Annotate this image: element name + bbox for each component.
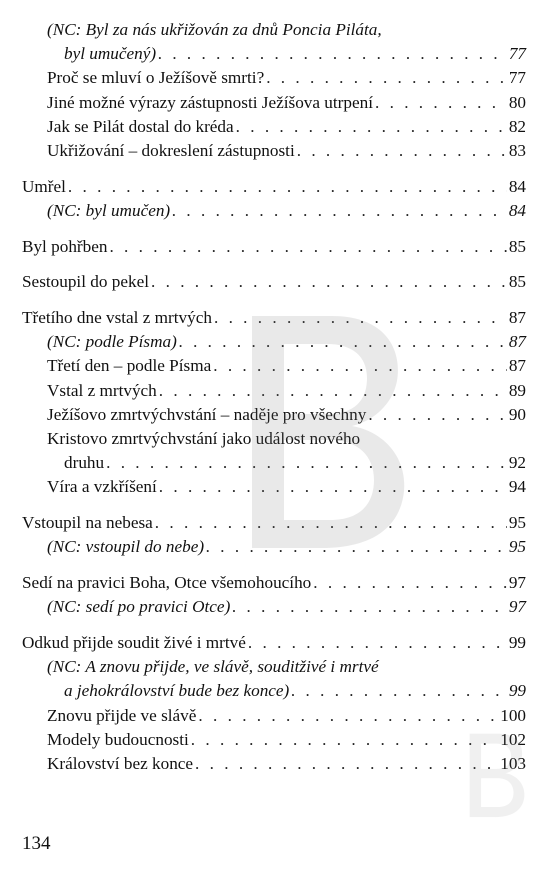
toc-entry-title: (NC: vstoupil do nebe) [47,537,205,557]
toc-dot-leader [313,571,507,595]
toc-page-number: 102 [500,729,526,749]
toc-entry-title: druhu [64,453,105,473]
toc-dot-leader [151,270,507,294]
toc-dot-leader [179,330,507,354]
toc-chapter-entry [22,511,526,535]
toc-dot-leader [236,115,507,139]
toc-entry-line [47,451,526,475]
toc-entry-line [47,18,526,42]
toc-page-number: 77 [508,44,526,64]
toc-entry-line [47,66,526,90]
toc-subentry [22,330,526,354]
toc-entry-title: Jak se Pilát dostal do kréda [47,116,234,136]
toc-page-number: 99 [508,681,526,701]
toc-entry-line [47,330,526,354]
toc-entry-title: Vstoupil na nebesa [22,513,153,533]
toc-entry-line [47,535,526,559]
toc-dot-leader [266,66,507,90]
toc-entry-line [47,655,526,679]
toc-entry-line [22,511,526,535]
toc-subentry [22,139,526,163]
toc-entry-line [47,115,526,139]
toc-page-number: 84 [508,176,526,196]
toc-dot-leader [158,42,507,66]
toc-subentry [22,379,526,403]
toc-page-number: 83 [508,141,526,161]
toc-page-number: 77 [508,68,526,88]
toc-entry-title: (NC: podle Písma) [47,332,177,352]
toc-entry-title: Vstal z mrtvých [47,380,157,400]
toc-page-number: 100 [500,705,526,725]
toc-entry-title: Byl pohřben [22,236,108,256]
toc-dot-leader [195,752,498,776]
toc-page-number: 87 [508,332,526,352]
toc-subentry [22,704,526,728]
toc-entry-line [47,199,526,223]
toc-dot-leader [106,451,507,475]
toc-entry-line [47,704,526,728]
toc-entry-title: Kristovo zmrtvýchvstání jako událost nového [47,429,361,449]
toc-subentry [22,18,526,66]
toc-dot-leader [214,306,507,330]
toc-subentry [22,66,526,90]
toc-entry-line [22,306,526,330]
toc-subentry [22,752,526,776]
toc-dot-leader [375,91,507,115]
toc-entry-title: (NC: A znovu přijde, ve slávě, souditživé i mrtvé [47,657,379,677]
toc-entry-title: Třetí den – podle Písma [47,356,212,376]
toc-subentry [22,475,526,499]
toc-page-number: 97 [508,597,526,617]
toc-entry-title: (NC: Byl za nás ukřižován za dnů Poncia Piláta, [47,20,382,39]
toc-subentry [22,115,526,139]
toc-entry-line [47,679,526,703]
toc-entry-title: Proč se mluví o Ježíšově smrti? [47,68,265,88]
toc-page-number: 87 [508,356,526,376]
toc-entry-line [47,427,526,451]
toc-entry-line [22,631,526,655]
toc-entry-title: byl umučený) [64,44,157,64]
toc-page-number: 92 [508,453,526,473]
toc-dot-leader [206,535,507,559]
toc-page-number: 85 [508,272,526,292]
toc-page-number: 103 [500,753,526,773]
toc-chapter-entry [22,175,526,199]
toc-chapter-entry [22,306,526,330]
toc-entry-line [47,403,526,427]
toc-entry-title: Víra a vzkříšení [47,477,157,497]
toc-entry-line [22,235,526,259]
toc-entry-line [47,139,526,163]
toc-entry-title: Modely budoucnosti [47,729,189,749]
toc-dot-leader [198,704,498,728]
toc-entry-line [47,728,526,752]
toc-entry-title: Ukřižování – dokreslení zástupnosti [47,141,295,161]
toc-page-number: 95 [508,537,526,557]
toc-dot-leader [291,679,507,703]
toc-dot-leader [191,728,498,752]
toc-entry-title: Znovu přijde ve slávě [47,705,197,725]
toc-page-number: 97 [508,573,526,593]
toc-page-number: 99 [508,632,526,652]
toc-entry-title: Království bez konce [47,753,194,773]
toc-entry-title: Sedí na pravici Boha, Otce všemohoucího [22,573,312,593]
toc-dot-leader [155,511,507,535]
toc-dot-leader [232,595,507,619]
toc-entry-line [47,379,526,403]
toc-entry-title: Odkud přijde soudit živé i mrtvé [22,632,246,652]
toc-entry-line [22,270,526,294]
toc-entry-title: Třetího dne vstal z mrtvých [22,308,212,328]
toc-entry-title: Umřel [22,176,66,196]
toc-subentry [22,199,526,223]
toc-entry-title: Jiné možné výrazy zástupnosti Ježíšova utrpení [47,92,373,112]
toc-page-number: 90 [508,404,526,424]
page-number: 134 [22,833,51,854]
toc-subentry [22,427,526,475]
toc-dot-leader [68,175,507,199]
toc-entry-line [47,42,526,66]
toc-subentry [22,354,526,378]
toc-page-number: 85 [508,236,526,256]
toc-dot-leader [368,403,507,427]
toc-subentry [22,655,526,703]
toc-entry-line [22,571,526,595]
toc-subentry [22,728,526,752]
toc-dot-leader [159,475,507,499]
table-of-contents [22,18,526,776]
toc-subentry [22,595,526,619]
toc-subentry [22,91,526,115]
toc-chapter-entry [22,631,526,655]
toc-entry-line [47,354,526,378]
toc-dot-leader [213,354,507,378]
toc-chapter-entry [22,235,526,259]
toc-page-number: 94 [508,477,526,497]
toc-entry-line [47,475,526,499]
toc-subentry [22,535,526,559]
toc-entry-line [47,752,526,776]
toc-dot-leader [248,631,507,655]
toc-page-number: 87 [508,308,526,328]
toc-subentry [22,403,526,427]
toc-page-number: 95 [508,513,526,533]
toc-page-number: 80 [508,92,526,112]
toc-entry-title: Sestoupil do pekel [22,272,149,292]
toc-entry-title: Ježíšovo zmrtvýchvstání – naděje pro všechny [47,404,367,424]
toc-chapter-entry [22,270,526,294]
toc-page-number: 82 [508,116,526,136]
toc-page-number: 84 [508,200,526,220]
toc-dot-leader [297,139,507,163]
toc-entry-line [47,595,526,619]
toc-page-number: 89 [508,380,526,400]
toc-dot-leader [159,379,507,403]
toc-entry-line [47,91,526,115]
toc-entry-title: (NC: byl umučen) [47,200,171,220]
toc-entry-title: a jehokrálovství bude bez konce) [64,681,290,701]
toc-dot-leader [172,199,507,223]
toc-dot-leader [109,235,506,259]
toc-entry-line [22,175,526,199]
toc-entry-title: (NC: sedí po pravici Otce) [47,597,231,617]
toc-chapter-entry [22,571,526,595]
